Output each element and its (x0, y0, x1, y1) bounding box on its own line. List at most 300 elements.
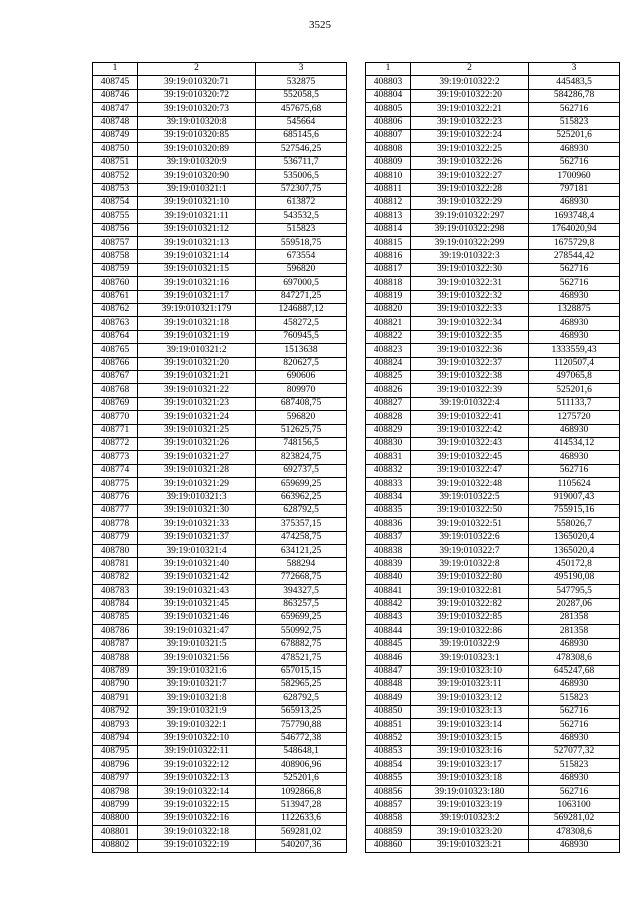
value: 1700960 (529, 170, 620, 183)
cadastral-number: 39:19:010322:32 (411, 290, 529, 303)
table-row (366, 571, 620, 584)
table-row (366, 170, 620, 183)
cadastral-number: 39:19:010323:15 (411, 732, 529, 745)
column-header: 2 (411, 63, 529, 76)
right-table-body (366, 76, 620, 853)
left-table (92, 62, 347, 853)
cadastral-number: 39:19:010321:12 (138, 223, 256, 236)
table-row (93, 504, 347, 517)
value: 1105624 (529, 478, 620, 491)
table-row (366, 839, 620, 852)
row-number: 408843 (366, 612, 411, 625)
cadastral-number: 39:19:010321:28 (138, 464, 256, 477)
page-number: 3525 (309, 19, 331, 31)
value: 1333559,43 (529, 344, 620, 357)
value: 613872 (256, 196, 347, 209)
value: 525201,6 (529, 384, 620, 397)
table-row (366, 652, 620, 665)
value: 468930 (529, 330, 620, 343)
table-row (93, 518, 347, 531)
table-row (366, 826, 620, 839)
table-row (93, 116, 347, 129)
row-number: 408761 (93, 290, 138, 303)
value: 468930 (529, 290, 620, 303)
cadastral-number: 39:19:010322:80 (411, 571, 529, 584)
table-row (93, 652, 347, 665)
row-number: 408841 (366, 585, 411, 598)
row-number: 408832 (366, 464, 411, 477)
table-row (366, 143, 620, 156)
cadastral-number: 39:19:010322:11 (138, 745, 256, 758)
row-number: 408747 (93, 103, 138, 116)
table-row (93, 678, 347, 691)
value: 515823 (529, 116, 620, 129)
value: 760945,5 (256, 330, 347, 343)
value: 468930 (529, 451, 620, 464)
table-row (93, 344, 347, 357)
cadastral-number: 39:19:010322:33 (411, 304, 529, 317)
cadastral-number: 39:19:010322:29 (411, 196, 529, 209)
table-row (366, 719, 620, 732)
value: 536711,7 (256, 156, 347, 169)
cadastral-number: 39:19:010322:16 (138, 812, 256, 825)
row-number: 408859 (366, 826, 411, 839)
row-number: 408825 (366, 370, 411, 383)
cadastral-number: 39:19:010322:15 (138, 799, 256, 812)
value: 281358 (529, 625, 620, 638)
value: 685145,6 (256, 129, 347, 142)
row-number: 408773 (93, 451, 138, 464)
table-row (366, 504, 620, 517)
row-number: 408767 (93, 370, 138, 383)
value: 1092866,8 (256, 786, 347, 799)
row-number: 408807 (366, 129, 411, 142)
row-number: 408815 (366, 237, 411, 250)
cadastral-number: 39:19:010322:299 (411, 237, 529, 250)
value: 278544,42 (529, 250, 620, 263)
table-row (366, 76, 620, 89)
table-row (366, 397, 620, 410)
value: 692737,5 (256, 464, 347, 477)
value: 1328875 (529, 304, 620, 317)
value: 1764020,94 (529, 223, 620, 236)
cadastral-number: 39:19:010321:42 (138, 571, 256, 584)
value: 687408,75 (256, 397, 347, 410)
cadastral-number: 39:19:010320:73 (138, 103, 256, 116)
table-row (93, 237, 347, 250)
table-row (93, 665, 347, 678)
row-number: 408808 (366, 143, 411, 156)
table-row (366, 598, 620, 611)
cadastral-number: 39:19:010322:25 (411, 143, 529, 156)
row-number: 408796 (93, 759, 138, 772)
cadastral-number: 39:19:010323:16 (411, 745, 529, 758)
cadastral-number: 39:19:010322:7 (411, 545, 529, 558)
cadastral-number: 39:19:010322:2 (411, 76, 529, 89)
table-row (93, 826, 347, 839)
cadastral-number: 39:19:010322:34 (411, 317, 529, 330)
value: 847271,25 (256, 290, 347, 303)
row-number: 408778 (93, 518, 138, 531)
cadastral-number: 39:19:010322:21 (411, 103, 529, 116)
value: 468930 (529, 772, 620, 785)
column-header: 2 (138, 63, 256, 76)
cadastral-number: 39:19:010322:39 (411, 384, 529, 397)
table-row (366, 411, 620, 424)
value: 1246887,12 (256, 304, 347, 317)
value: 468930 (529, 678, 620, 691)
table-row (366, 625, 620, 638)
table-row (93, 223, 347, 236)
value: 663962,25 (256, 491, 347, 504)
table-row (366, 799, 620, 812)
row-number: 408793 (93, 719, 138, 732)
table-row (93, 571, 347, 584)
table-row (366, 263, 620, 276)
cadastral-number: 39:19:010321:23 (138, 397, 256, 410)
table-row (366, 384, 620, 397)
value: 512625,75 (256, 424, 347, 437)
cadastral-number: 39:19:010323:13 (411, 705, 529, 718)
cadastral-number: 39:19:010323:2 (411, 812, 529, 825)
cadastral-number: 39:19:010322:81 (411, 585, 529, 598)
value: 408906,96 (256, 759, 347, 772)
table-row (366, 772, 620, 785)
cadastral-number: 39:19:010321:17 (138, 290, 256, 303)
cadastral-number: 39:19:010321:47 (138, 625, 256, 638)
cadastral-number: 39:19:010321:10 (138, 196, 256, 209)
row-number: 408791 (93, 692, 138, 705)
row-number: 408834 (366, 491, 411, 504)
value: 562716 (529, 464, 620, 477)
row-number: 408809 (366, 156, 411, 169)
cadastral-number: 39:19:010322:5 (411, 491, 529, 504)
row-number: 408858 (366, 812, 411, 825)
table-row (366, 786, 620, 799)
cadastral-number: 39:19:010321:56 (138, 652, 256, 665)
table-row (93, 156, 347, 169)
table-row (93, 612, 347, 625)
table-row (366, 558, 620, 571)
value: 678882,75 (256, 638, 347, 651)
row-number: 408811 (366, 183, 411, 196)
cadastral-number: 39:19:010323:12 (411, 692, 529, 705)
table-row (93, 786, 347, 799)
value: 497065,8 (529, 370, 620, 383)
table-row (93, 250, 347, 263)
cadastral-number: 39:19:010322:28 (411, 183, 529, 196)
value: 757790,88 (256, 719, 347, 732)
value: 562716 (529, 263, 620, 276)
cadastral-number: 39:19:010322:8 (411, 558, 529, 571)
value: 450172,8 (529, 558, 620, 571)
row-number: 408856 (366, 786, 411, 799)
table-row (366, 692, 620, 705)
cadastral-number: 39:19:010322:43 (411, 437, 529, 450)
table-row (93, 357, 347, 370)
table-row (93, 451, 347, 464)
table-row (93, 317, 347, 330)
table-row (366, 237, 620, 250)
row-number: 408785 (93, 612, 138, 625)
cadastral-number: 39:19:010321:29 (138, 478, 256, 491)
value: 474258,75 (256, 531, 347, 544)
row-number: 408769 (93, 397, 138, 410)
cadastral-number: 39:19:010322:12 (138, 759, 256, 772)
value: 540207,36 (256, 839, 347, 852)
cadastral-number: 39:19:010321:37 (138, 531, 256, 544)
table-row (93, 625, 347, 638)
row-number: 408844 (366, 625, 411, 638)
value: 547795,5 (529, 585, 620, 598)
cadastral-number: 39:19:010321:4 (138, 545, 256, 558)
value: 569281,02 (529, 812, 620, 825)
cadastral-number: 39:19:010321:33 (138, 518, 256, 531)
value: 281358 (529, 612, 620, 625)
cadastral-number: 39:19:010322:41 (411, 411, 529, 424)
value: 552058,5 (256, 89, 347, 102)
row-number: 408801 (93, 826, 138, 839)
row-number: 408822 (366, 330, 411, 343)
table-row (93, 304, 347, 317)
value: 445483,5 (529, 76, 620, 89)
table-row (93, 598, 347, 611)
value: 525201,6 (529, 129, 620, 142)
value: 468930 (529, 196, 620, 209)
value: 558026,7 (529, 518, 620, 531)
value: 820627,5 (256, 357, 347, 370)
row-number: 408745 (93, 76, 138, 89)
cadastral-number: 39:19:010322:26 (411, 156, 529, 169)
table-row (366, 277, 620, 290)
row-number: 408777 (93, 504, 138, 517)
row-number: 408829 (366, 424, 411, 437)
row-number: 408838 (366, 545, 411, 558)
value: 919007,43 (529, 491, 620, 504)
cadastral-number: 39:19:010322:38 (411, 370, 529, 383)
table-row (93, 705, 347, 718)
row-number: 408821 (366, 317, 411, 330)
value: 596820 (256, 411, 347, 424)
cadastral-number: 39:19:010322:86 (411, 625, 529, 638)
row-number: 408828 (366, 411, 411, 424)
row-number: 408818 (366, 277, 411, 290)
row-number: 408833 (366, 478, 411, 491)
table-row (366, 745, 620, 758)
value: 690606 (256, 370, 347, 383)
cadastral-number: 39:19:010321:18 (138, 317, 256, 330)
value: 511133,7 (529, 397, 620, 410)
value: 1693748,4 (529, 210, 620, 223)
table-row (93, 437, 347, 450)
cadastral-number: 39:19:010320:9 (138, 156, 256, 169)
row-number: 408772 (93, 437, 138, 450)
cadastral-number: 39:19:010320:72 (138, 89, 256, 102)
row-number: 408839 (366, 558, 411, 571)
row-number: 408820 (366, 304, 411, 317)
cadastral-number: 39:19:010323:19 (411, 799, 529, 812)
value: 562716 (529, 786, 620, 799)
cadastral-number: 39:19:010322:20 (411, 89, 529, 102)
value: 572307,75 (256, 183, 347, 196)
row-number: 408812 (366, 196, 411, 209)
cadastral-number: 39:19:010321:6 (138, 665, 256, 678)
cadastral-number: 39:19:010322:82 (411, 598, 529, 611)
row-number: 408763 (93, 317, 138, 330)
row-number: 408756 (93, 223, 138, 236)
value: 414534,12 (529, 437, 620, 450)
table-row (93, 478, 347, 491)
cadastral-number: 39:19:010322:27 (411, 170, 529, 183)
cadastral-number: 39:19:010321:13 (138, 237, 256, 250)
value: 1365020,4 (529, 531, 620, 544)
table-row (366, 451, 620, 464)
table-row (93, 277, 347, 290)
table-row (366, 344, 620, 357)
value: 562716 (529, 156, 620, 169)
cadastral-number: 39:19:010322:13 (138, 772, 256, 785)
value: 588294 (256, 558, 347, 571)
cadastral-number: 39:19:010323:18 (411, 772, 529, 785)
cadastral-number: 39:19:010322:42 (411, 424, 529, 437)
cadastral-number: 39:19:010321:15 (138, 263, 256, 276)
left-table-body (93, 76, 347, 853)
table-row (93, 397, 347, 410)
value: 532875 (256, 76, 347, 89)
column-header: 1 (93, 63, 138, 76)
table-row (366, 665, 620, 678)
row-number: 408813 (366, 210, 411, 223)
row-number: 408851 (366, 719, 411, 732)
table-row (93, 585, 347, 598)
cadastral-number: 39:19:010323:20 (411, 826, 529, 839)
table-row (93, 263, 347, 276)
value: 535006,5 (256, 170, 347, 183)
cadastral-number: 39:19:010321:3 (138, 491, 256, 504)
cadastral-number: 39:19:010323:14 (411, 719, 529, 732)
value: 659699,25 (256, 612, 347, 625)
row-number: 408847 (366, 665, 411, 678)
value: 634121,25 (256, 545, 347, 558)
row-number: 408789 (93, 665, 138, 678)
value: 545664 (256, 116, 347, 129)
table-row (366, 103, 620, 116)
table-row (366, 357, 620, 370)
column-header: 3 (256, 63, 347, 76)
row-number: 408817 (366, 263, 411, 276)
value: 527077,32 (529, 745, 620, 758)
value: 478308,6 (529, 652, 620, 665)
cadastral-number: 39:19:010320:71 (138, 76, 256, 89)
row-number: 408768 (93, 384, 138, 397)
table-row (366, 424, 620, 437)
table-row (93, 424, 347, 437)
row-number: 408819 (366, 290, 411, 303)
table-row (366, 518, 620, 531)
value: 495190,08 (529, 571, 620, 584)
cadastral-number: 39:19:010321:20 (138, 357, 256, 370)
table-row (93, 839, 347, 852)
table-row (366, 491, 620, 504)
value: 548648,1 (256, 745, 347, 758)
value: 468930 (529, 143, 620, 156)
cadastral-number: 39:19:010321:9 (138, 705, 256, 718)
cadastral-number: 39:19:010322:37 (411, 357, 529, 370)
row-number: 408784 (93, 598, 138, 611)
value: 468930 (529, 839, 620, 852)
table-row (93, 170, 347, 183)
row-number: 408780 (93, 545, 138, 558)
cadastral-number: 39:19:010321:7 (138, 678, 256, 691)
row-number: 408823 (366, 344, 411, 357)
value: 1365020,4 (529, 545, 620, 558)
table-row (366, 612, 620, 625)
table-row (366, 210, 620, 223)
row-number: 408755 (93, 210, 138, 223)
row-number: 408852 (366, 732, 411, 745)
value: 562716 (529, 277, 620, 290)
cadastral-number: 39:19:010323:10 (411, 665, 529, 678)
value: 596820 (256, 263, 347, 276)
table-row (366, 304, 620, 317)
row-number: 408775 (93, 478, 138, 491)
row-number: 408790 (93, 678, 138, 691)
row-number: 408814 (366, 223, 411, 236)
cadastral-number: 39:19:010322:19 (138, 839, 256, 852)
row-number: 408798 (93, 786, 138, 799)
row-number: 408840 (366, 571, 411, 584)
value: 527546,25 (256, 143, 347, 156)
table-row (366, 437, 620, 450)
value: 673554 (256, 250, 347, 263)
value: 748156,5 (256, 437, 347, 450)
table-row (93, 464, 347, 477)
cadastral-number: 39:19:010321:21 (138, 370, 256, 383)
value: 582965,25 (256, 678, 347, 691)
value: 394327,5 (256, 585, 347, 598)
value: 565913,25 (256, 705, 347, 718)
cadastral-number: 39:19:010321:27 (138, 451, 256, 464)
cadastral-number: 39:19:010321:26 (138, 437, 256, 450)
row-number: 408759 (93, 263, 138, 276)
cadastral-number: 39:19:010322:85 (411, 612, 529, 625)
cadastral-number: 39:19:010323:17 (411, 759, 529, 772)
table-row (93, 545, 347, 558)
cadastral-number: 39:19:010322:31 (411, 277, 529, 290)
table-row (93, 638, 347, 651)
cadastral-number: 39:19:010322:50 (411, 504, 529, 517)
table-row (93, 103, 347, 116)
cadastral-number: 39:19:010321:45 (138, 598, 256, 611)
row-number: 408826 (366, 384, 411, 397)
row-number: 408850 (366, 705, 411, 718)
row-number: 408853 (366, 745, 411, 758)
cadastral-number: 39:19:010321:22 (138, 384, 256, 397)
value: 559518,75 (256, 237, 347, 250)
value: 468930 (529, 732, 620, 745)
cadastral-number: 39:19:010322:9 (411, 638, 529, 651)
table-row (366, 183, 620, 196)
row-number: 408842 (366, 598, 411, 611)
table-row (366, 330, 620, 343)
column-header: 3 (529, 63, 620, 76)
table-row (93, 759, 347, 772)
table-row (366, 478, 620, 491)
table-row (93, 772, 347, 785)
value: 515823 (529, 759, 620, 772)
row-number: 408774 (93, 464, 138, 477)
table-row (366, 638, 620, 651)
